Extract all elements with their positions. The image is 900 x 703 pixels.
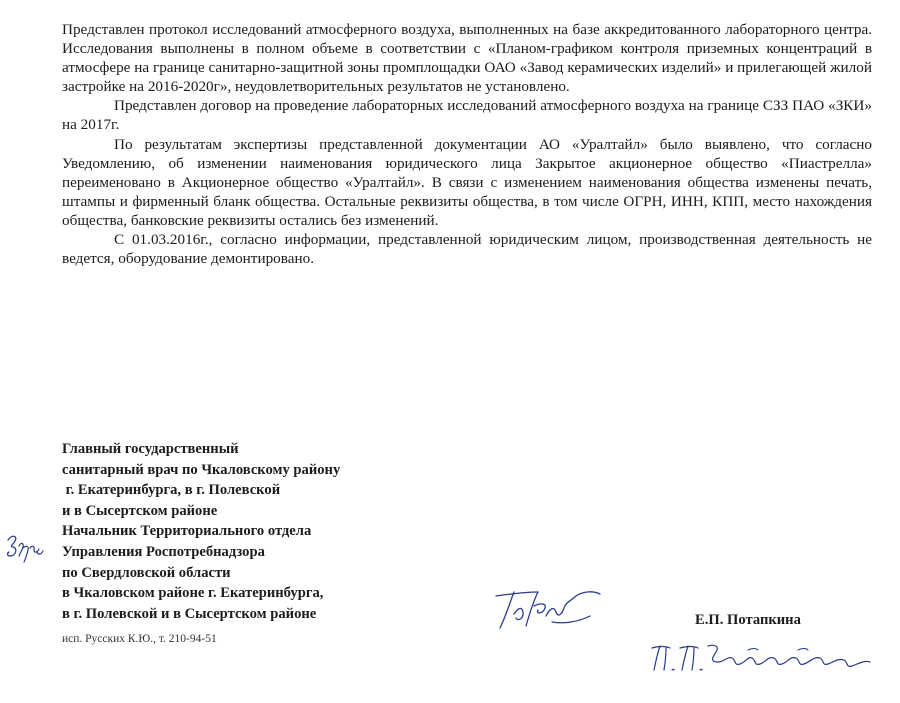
paragraph-lab-contract: Представлен договор на проведение лабораторных исследований атмосферного воздуха на границе СЗЗ ПАО «ЗКИ» на 2017г. [62, 97, 872, 134]
signature-title-line: Начальник Территориального отдела [62, 523, 312, 540]
signature-title-line: по Свердловской области [62, 564, 231, 581]
paragraph-production-stopped: С 01.03.2016г., согласно информации, представленной юридическим лицом, производственная деятельность не ведется, оборудование демонтировано. [62, 231, 872, 268]
signature-block [62, 439, 462, 624]
signature-title-line: Главный государственный [62, 441, 239, 457]
signature-title-line: в Чкаловском районе г. Екатеринбурга, [62, 585, 324, 602]
handwritten-name-transcription [648, 640, 878, 676]
signature-title-line: санитарный врач по Чкаловскому району [62, 461, 341, 478]
signer-name: Е.П. Потапкина [695, 612, 801, 628]
signature-title-line: и в Сысертском районе [62, 502, 218, 519]
signature-title-line: Управления Роспотребнадзора [62, 543, 265, 560]
paragraph-air-research-protocol: Представлен протокол исследований атмосферного воздуха, выполненных на базе аккредитованного лабораторного центра. Исследования выполнены в полном объеме в соответствии с «Планом-графиком контроля приземных концентраций в атмосфере на границе санитарно-защитной зоны промплощадки ОАО «Завод керамических изделий» и прилегающей жилой застройке на 2016-2020г», неудовлетворительных результатов не установлено. [62, 21, 872, 96]
signature-title-line: в г. Полевской и в Сысертском районе [62, 605, 317, 622]
handwritten-signature [492, 586, 612, 638]
margin-handwritten-note [4, 528, 48, 568]
paragraph-expertise-results: По результатам экспертизы представленной документации АО «Уралтайл» было выявлено, что согласно Уведомлению, об изменении наименования юридического лица Закрытое акционерное общество «Пиастрелла» переименовано в Акционерное общество «Уралтайл». В связи с изменением наименования общества изменены печать, штампы и фирменный бланк общества. Остальные реквизиты общества, в том числе ОГРН, ИНН, КПП, место нахождения общества, банковские реквизиты остались без изменений. [62, 135, 872, 229]
executor-contact: исп. Русских К.Ю., т. 210-94-51 [62, 633, 217, 645]
document-body [62, 20, 872, 268]
signature-title-line: г. Екатеринбурга, в г. Полевской [62, 482, 281, 499]
